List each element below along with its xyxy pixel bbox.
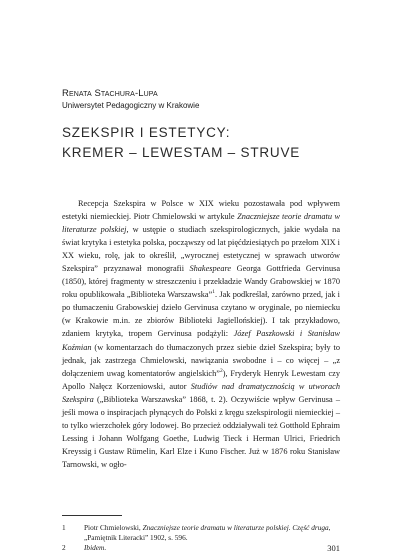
footnotes [62,523,340,554]
text-run: Georga Gottfrieda Gervinusa (1850), której fragmenty w streszczeniu i przekładzie Wandy Grabowskiej w 1870 roku opublikowała „Biblioteka Warszawska” [62,264,341,300]
page-number: 301 [327,543,340,553]
text-run: . Jak podkreślał, zarówno przed, jak i po tłumaczeniu Grabowskiej dzieło Gervinusa czytano w oryginale, po niemiecku (w Krakowie m.in. ze zbiorów Biblioteki Jagiellońskiej). I tak przykładowo, zdaniem krytyka, tropem Gervinusa podążyli: [62,290,340,339]
footnote-number: 2 [62,543,66,553]
author-name: Renata Stachura-Lupa [62,88,158,99]
italic-title: Shakespeare [189,264,232,274]
article-title-line-1: SZEKSPIR I ESTETYCY: [62,125,231,140]
footnote-ref[interactable]: 1 [212,289,216,296]
author-affiliation: Uniwersytet Pedagogiczny w Krakowie [62,101,200,110]
italic-ibidem: Ibidem [84,543,105,553]
body-text [62,197,340,471]
paragraph [62,197,340,471]
text-run: Recepcja Szekspira w Polsce w XIX wieku pozostawała pod wpływem estetyki niemieckiej. Piotr Chmielowski w artykule [62,199,340,222]
article-title-line-2: KREMER – LEWESTAM – STRUVE [62,145,301,160]
text-run: („Biblioteka Warszawska” 1868, t. 2). Oczywiście wpływ Gervinusa – jeśli mowa o inspiracjach płynących do Polski z kręgu szekspirologii niemieckiej – to tylko wierzchołek góry lodowej. Bo przecież oddziaływali też Gotthold Ephraim Lessing i Johann Wolfgang Goethe, Ludwig Tieck i Herman Ulrici, Friedrich Kreyssig i Gustaw Rümelin, Karl Elze i Kuno Fischer. Już w 1876 roku Stanisław Tarnowski, w ogło- [62,394,340,469]
italic-title: Znaczniejsze teorie dramatu w literaturze polskiej. Część druga [142,523,329,532]
footnote-divider [62,515,122,516]
text-run: Piotr Chmielowski, [84,523,143,532]
text-run: . [104,543,107,553]
footnote-text [84,523,340,543]
text-run: ), Fryderyk Henryk Lewestam czy Apollo Nałęcz Korzeniowski, autor [62,368,340,391]
footnote [62,543,340,553]
text-run: , „Pamiętnik Literacki” 1902, s. 596. [84,523,331,543]
italic-title: Znaczniejsze teorie dramatu w literaturze polskiej [62,212,340,235]
article-title [62,123,300,163]
footnote-ref[interactable]: 2 [219,367,223,374]
footnote-number: 1 [62,523,66,532]
footnote-text [84,543,340,553]
text-run: , w ustępie o studiach szekspirologicznych, jakie wydała na świat krytyka i estetyka polska, począwszy od lat pięćdziesiątych po przełom XIX i XX wieku, rolę, jak to określił, „wyrocznej estetycznej w sprawach utworów Szekspira” przyznawał monografii [62,225,340,274]
footnote [62,523,340,543]
italic-title: Studiów nad dramatycznością w utworach Szekspira [62,381,340,404]
text-run: (w komentarzach do tłumaczonych przez siebie dzieł Szekspira; były to jednak, jak zastrzega Chmielowski, nawiązania swobodne i – co więcej – „z dołączeniem uwag komentatorów angielskich” [62,342,340,378]
italic-names: Józef Paszkowski i Stanisław Koźmian [62,329,340,352]
